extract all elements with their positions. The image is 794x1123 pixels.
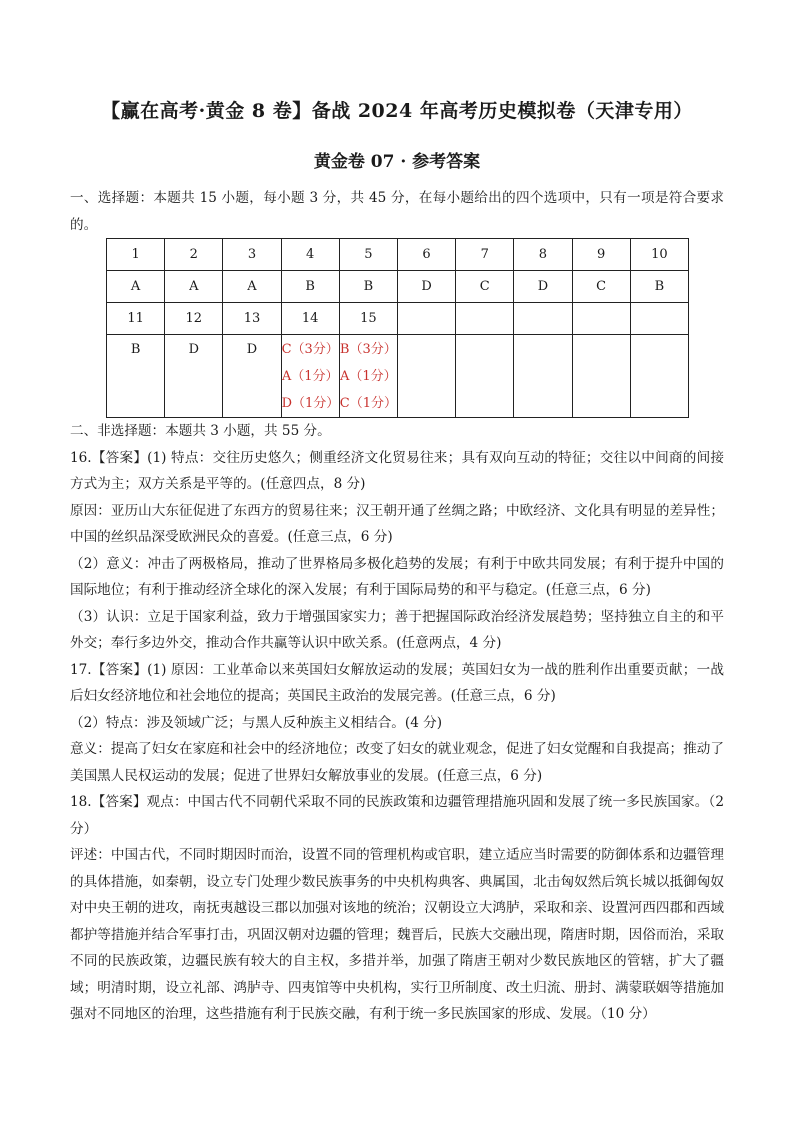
question-number: 12 (165, 303, 223, 335)
question-number: 14 (281, 303, 339, 335)
q14-answer-line: A（1分） (281, 369, 339, 384)
page-title: 【赢在高考·黄金 8 卷】备战 2024 年高考历史模拟卷（天津专用） (101, 100, 693, 122)
empty-cell (514, 335, 572, 418)
empty-cell (397, 335, 455, 418)
question-number: 9 (572, 239, 630, 271)
question-number: 3 (223, 239, 281, 271)
answer-cell (223, 335, 281, 418)
answer-table (106, 238, 689, 418)
empty-cell (572, 303, 630, 335)
empty-cell (456, 335, 514, 418)
q17-answer-significance: 意义：提高了妇女在家庭和社会中的经济地位；改变了妇女的就业观念，促进了妇女觉醒和自我提高；推动了美国黑人民权运动的发展；促进了世界妇女解放事业的发展。(任意三点，6 分) (70, 741, 724, 784)
answer-text: B (130, 342, 141, 357)
answer-cell: A (223, 271, 281, 303)
answer-cell: C (456, 271, 514, 303)
question-number: 1 (107, 239, 165, 271)
answer-cell: D (514, 271, 572, 303)
q14-answer-line: D（1分） (281, 396, 340, 411)
q14-answer-line: C（3分） (281, 342, 339, 357)
q15-answer-line: C（1分） (339, 396, 397, 411)
answer-cell: B (339, 271, 397, 303)
answer-cell: B (630, 271, 688, 303)
empty-cell (397, 303, 455, 335)
table-row (107, 303, 689, 335)
q17-answer-part2: （2）特点：涉及领域广泛；与黑人反种族主义相结合。(4 分) (70, 714, 443, 731)
empty-cell (630, 335, 688, 418)
question-number: 6 (397, 239, 455, 271)
answer-cell: D (397, 271, 455, 303)
empty-cell (514, 303, 572, 335)
table-row (107, 271, 689, 303)
question-number: 11 (107, 303, 165, 335)
empty-cell (572, 335, 630, 418)
question-number: 10 (630, 239, 688, 271)
answer-cell (165, 335, 223, 418)
answer-cell: A (107, 271, 165, 303)
q18-answer-commentary: 评述：中国古代，不同时期因时而治，设置不同的管理机构或官职，建立适应当时需要的防御体系和边疆管理的具体措施，如秦朝，设立专门处理少数民族事务的中央机构典客、典属国，北击匈奴然后筑长城以抵御匈奴对中央王朝的进攻，南抚夷越设三郡以加强对该地的统治；汉朝设立大鸿胪，采取和亲、设置河西四郡和西域都护等措施并结合军事打击，巩固汉朝对边疆的管理；魏晋后，民族大交融出现，隋唐时期，因俗而治，采取不同的民族政策，边疆民族有较大的自主权，多措并举，加强了隋唐王朝对少数民族地区的管辖，扩大了疆域；明清时期，设立礼部、鸿胪寺、四夷馆等中央机构，实行卫所制度、改土归流、册封、满蒙联姻等措施加强对不同地区的治理，这些措施有利于民族交融，有利于统一多民族国家的形成、发展。（10 分） (70, 847, 724, 1022)
q16-answer-reason: 原因：亚历山大东征促进了东西方的贸易往来；汉王朝开通了丝绸之路；中欧经济、文化具有明显的差异性；中国的丝织品深受欧洲民众的喜爱。(任意三点，6 分) (70, 502, 724, 545)
question-number: 4 (281, 239, 339, 271)
answer-cell: C (572, 271, 630, 303)
q15-answer-line: A（1分） (340, 369, 397, 384)
answer-text: D (246, 342, 258, 357)
table-row (107, 335, 689, 418)
question-number: 7 (456, 239, 514, 271)
question-number: 5 (339, 239, 397, 271)
answer-page (70, 96, 724, 1028)
section2-intro: 二、非选择题：本题共 3 小题，共 55 分。 (70, 423, 331, 439)
section1-intro: 一、选择题：本题共 15 小题，每小题 3 分，共 45 分，在每小题给出的四个选项中，只有一项是符合要求的。 (70, 190, 724, 233)
answer-cell-q14 (281, 335, 339, 418)
answer-cell-q15 (339, 335, 397, 418)
q16-answer-part3: （3）认识：立足于国家利益，致力于增强国家实力；善于把握国际政治经济发展趋势；坚持独立自主的和平外交；奉行多边外交，推动合作共赢等认识中欧关系。(任意两点，4 分) (70, 608, 724, 651)
empty-cell (630, 303, 688, 335)
question-number: 8 (514, 239, 572, 271)
answer-text: D (188, 342, 199, 357)
page-subtitle: 黄金卷 07 · 参考答案 (313, 152, 481, 172)
q16-answer-part1: 16.【答案】(1) 特点：交往历史悠久；侧重经济文化贸易往来；具有双向互动的特征；交往以中间商的间接方式为主；双方关系是平等的。(任意四点，8 分) (70, 449, 724, 492)
q15-answer-line: B（3分） (339, 342, 397, 357)
question-number: 13 (223, 303, 281, 335)
question-number: 2 (165, 239, 223, 271)
answer-cell: B (281, 271, 339, 303)
q16-answer-part2: （2）意义：冲击了两极格局，推动了世界格局多极化趋势的发展；有利于中欧共同发展；有利于提升中国的国际地位；有利于推动经济全球化的深入发展；有利于国际局势的和平与稳定。(任意三点，6 分) (70, 555, 724, 598)
q18-answer-viewpoint: 18.【答案】观点：中国古代不同朝代采取不同的民族政策和边疆管理措施巩固和发展了统一多民族国家。（2 分） (70, 794, 724, 837)
empty-cell (456, 303, 514, 335)
answer-cell: A (165, 271, 223, 303)
table-row (107, 239, 689, 271)
answer-cell (107, 335, 165, 418)
q17-answer-part1: 17.【答案】(1) 原因：工业革命以来英国妇女解放运动的发展；英国妇女为一战的胜利作出重要贡献；一战后妇女经济地位和社会地位的提高；英国民主政治的发展完善。(任意三点，6 分) (70, 661, 724, 704)
question-number: 15 (339, 303, 397, 335)
